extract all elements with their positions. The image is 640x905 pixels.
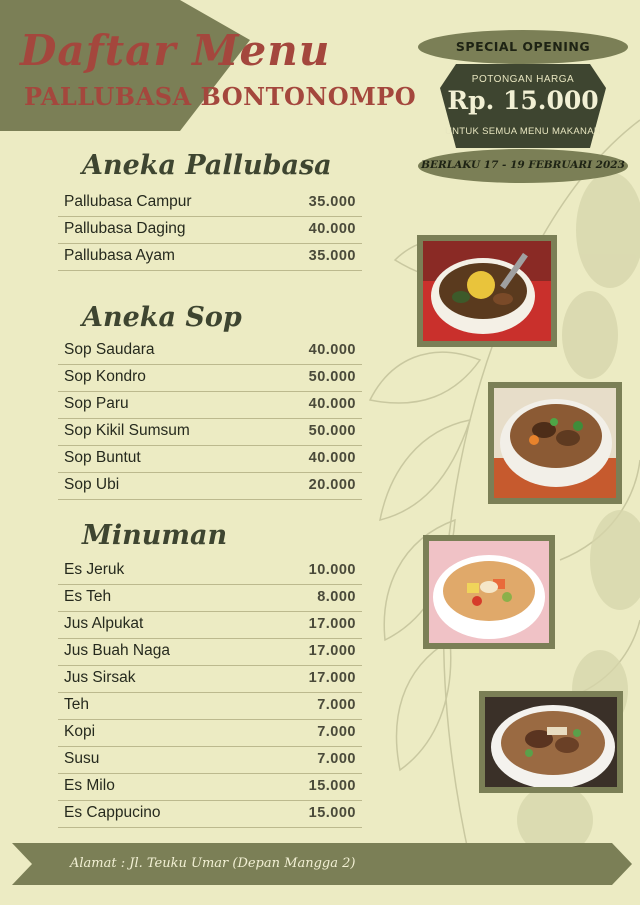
menu-row (58, 190, 362, 217)
item-price: 10.000 (308, 562, 356, 578)
item-name: Susu (64, 750, 100, 767)
item-price: 50.000 (308, 423, 356, 439)
menu-row (58, 666, 362, 693)
item-name: Sop Buntut (64, 449, 141, 466)
food-photo-sop-ubi (423, 535, 555, 649)
promo-scope: UNTUK SEMUA MENU MAKANAN (444, 126, 602, 137)
section-heading-minuman: Minuman (82, 520, 228, 551)
item-name: Pallubasa Ayam (64, 247, 175, 264)
menu-row (58, 365, 362, 392)
item-price: 35.000 (308, 194, 356, 210)
menu-row (58, 446, 362, 473)
menu-row (58, 217, 362, 244)
promo-label: POTONGAN HARGA (471, 74, 575, 85)
item-price: 7.000 (317, 697, 356, 713)
item-name: Es Milo (64, 777, 115, 794)
item-name: Pallubasa Campur (64, 193, 192, 210)
food-photo-pallubasa (417, 235, 557, 347)
food-photo-sop (488, 382, 622, 504)
section-heading-pallubasa: Aneka Pallubasa (82, 150, 332, 181)
item-name: Sop Paru (64, 395, 129, 412)
menu-title: Daftar Menu (20, 26, 331, 75)
promo-badge (416, 28, 630, 188)
restaurant-name: PALLUBASA BONTONOMPO (24, 82, 417, 111)
item-name: Es Jeruk (64, 561, 125, 578)
menu-row (58, 392, 362, 419)
item-price: 8.000 (317, 589, 356, 605)
item-price: 17.000 (308, 670, 356, 686)
item-price: 15.000 (308, 805, 356, 821)
item-price: 7.000 (317, 751, 356, 767)
menu-row (58, 558, 362, 585)
promo-date: BERLAKU 17 - 19 FEBRUARI 2023 (421, 159, 625, 171)
menu-row (58, 774, 362, 801)
menu-row (58, 612, 362, 639)
menu-row (58, 639, 362, 666)
item-name: Jus Buah Naga (64, 642, 170, 659)
menu-row (58, 693, 362, 720)
menu-row (58, 338, 362, 365)
menu-row (58, 801, 362, 828)
item-price: 40.000 (308, 450, 356, 466)
item-name: Sop Kondro (64, 368, 146, 385)
item-price: 17.000 (308, 616, 356, 632)
item-name: Kopi (64, 723, 96, 740)
item-price: 40.000 (308, 342, 356, 358)
menu-row (58, 720, 362, 747)
item-name: Teh (64, 696, 89, 713)
promo-title: SPECIAL OPENING (455, 39, 591, 54)
menu-row (58, 244, 362, 271)
promo-price: Rp. 15.000 (447, 86, 599, 115)
item-price: 40.000 (308, 221, 356, 237)
item-price: 50.000 (308, 369, 356, 385)
item-price: 15.000 (308, 778, 356, 794)
item-name: Sop Saudara (64, 341, 155, 358)
item-price: 40.000 (308, 396, 356, 412)
item-name: Pallubasa Daging (64, 220, 186, 237)
item-price: 20.000 (308, 477, 356, 493)
item-price: 35.000 (308, 248, 356, 264)
item-name: Jus Alpukat (64, 615, 144, 632)
menu-row (58, 585, 362, 612)
item-name: Es Teh (64, 588, 112, 605)
menu-row (58, 473, 362, 500)
item-name: Es Cappucino (64, 804, 161, 821)
address-text: Alamat : Jl. Teuku Umar (Depan Mangga 2) (70, 856, 356, 871)
item-name: Jus Sirsak (64, 669, 136, 686)
menu-row (58, 747, 362, 774)
food-photo-sop-buntut (479, 691, 623, 793)
section-heading-sop: Aneka Sop (82, 302, 242, 333)
item-price: 17.000 (308, 643, 356, 659)
menu-row (58, 419, 362, 446)
item-name: Sop Ubi (64, 476, 120, 493)
item-name: Sop Kikil Sumsum (64, 422, 190, 439)
item-price: 7.000 (317, 724, 356, 740)
